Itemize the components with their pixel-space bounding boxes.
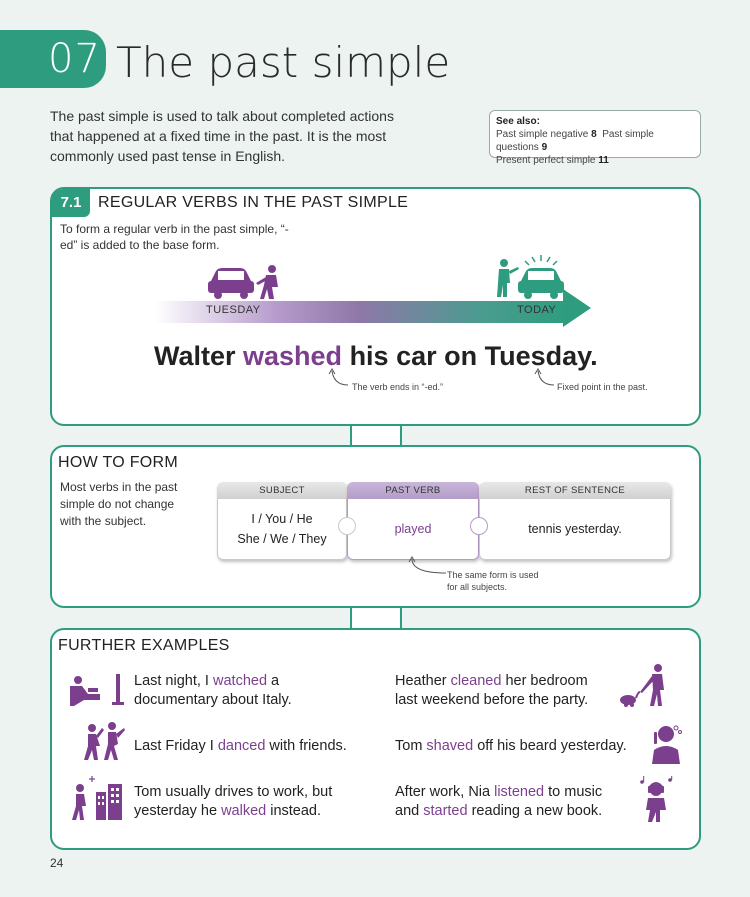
section-description: Most verbs in the past simple do not change with the subject. <box>60 480 178 528</box>
verb-note: The verb ends in “-ed.” <box>352 382 444 392</box>
section-title: HOW TO FORM <box>58 454 179 471</box>
see-also-link[interactable]: Past simple negative 8 <box>496 129 597 140</box>
vacuum-cleaning-icon <box>618 662 684 708</box>
note-arrow-icon <box>534 367 556 389</box>
note-arrow-icon <box>328 367 350 389</box>
section-regular-verbs <box>50 187 701 426</box>
rest-of-sentence: tennis yesterday. <box>479 499 671 560</box>
past-verb: played <box>347 499 479 560</box>
tv-watching-icon <box>66 672 126 708</box>
section-further-examples <box>50 628 701 850</box>
section-description: To form a regular verb in the past simple, “-ed” is added to the base form. <box>60 222 289 252</box>
walking-city-icon <box>68 776 126 822</box>
timeline-end-label: TODAY <box>517 304 557 316</box>
panel-connector <box>350 424 402 447</box>
shaving-icon <box>650 724 686 764</box>
panel-connector <box>350 606 402 630</box>
page-number: 24 <box>50 856 64 870</box>
see-also-link[interactable]: Past simple questions 9 <box>496 129 654 153</box>
timeline-start-label: TUESDAY <box>206 304 261 316</box>
verb-puzzle-piece <box>347 482 479 560</box>
see-also-box <box>489 110 701 166</box>
rest-puzzle-piece <box>479 482 671 560</box>
chapter-number: 07 <box>48 36 101 82</box>
timeline-arrowhead <box>563 289 591 327</box>
example-sentence: Last night, I watched a documentary about Italy. <box>134 673 292 708</box>
subject-line: She / We / They <box>237 532 327 546</box>
column-header: PAST VERB <box>347 482 479 499</box>
clean-car-illustration <box>492 253 572 301</box>
puzzle-knob <box>470 517 488 535</box>
music-listening-icon <box>636 776 676 824</box>
section-how-to-form <box>50 445 701 608</box>
time-note: Fixed point in the past. <box>557 382 648 392</box>
intro-text: The past simple is used to talk about completed actions that happened at a fixed time in the past. It is the most commonly used past tense in English. <box>50 108 394 164</box>
note-arrow-icon <box>408 555 448 577</box>
subject-line: I / You / He <box>251 512 313 526</box>
example-sentence: Heather cleaned her bedroom last weekend before the party. <box>395 673 589 708</box>
example-sentence: After work, Nia listened to music and started reading a new book. <box>395 784 603 819</box>
subject-puzzle-piece <box>217 482 347 560</box>
dancing-icon <box>80 720 126 762</box>
page-title: The past simple <box>116 38 451 87</box>
see-also-link[interactable]: Present perfect simple 11 <box>496 155 609 166</box>
example-sentence: Walter washed his car on Tuesday. <box>154 341 598 371</box>
form-note: The same form is used for all subjects. <box>447 570 539 592</box>
section-title: FURTHER EXAMPLES <box>58 637 230 654</box>
column-header: SUBJECT <box>217 482 347 499</box>
see-also-label: See also: <box>496 116 540 127</box>
section-title: REGULAR VERBS IN THE PAST SIMPLE <box>98 194 409 211</box>
example-sentence: Tom usually drives to work, but yesterday he walked instead. <box>134 784 333 819</box>
example-sentence: Last Friday I danced with friends. <box>134 738 347 754</box>
section-number: 7.1 <box>52 189 90 217</box>
past-verb: washed <box>243 341 343 371</box>
column-header: REST OF SENTENCE <box>479 482 671 499</box>
puzzle-knob <box>338 517 356 535</box>
example-sentence: Tom shaved off his beard yesterday. <box>395 738 627 754</box>
car-washing-illustration <box>206 261 286 301</box>
